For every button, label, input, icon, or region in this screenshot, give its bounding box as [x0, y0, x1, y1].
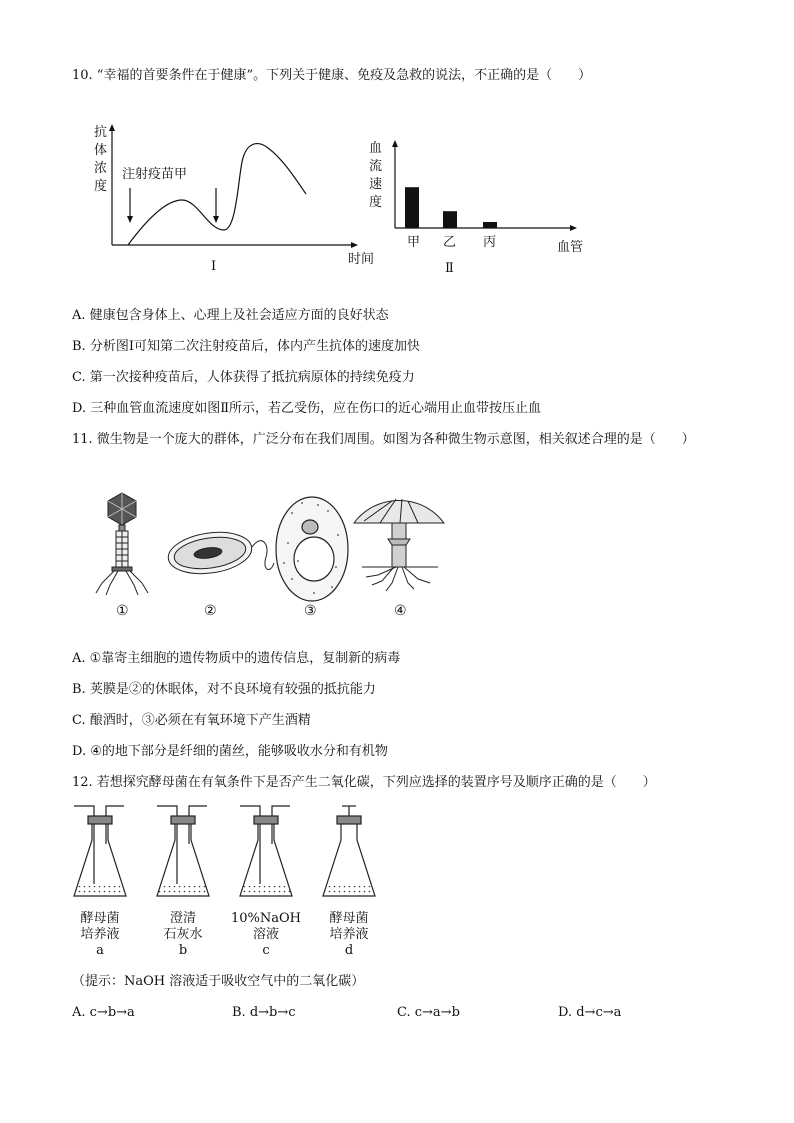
graph2-ylabel-2: 流	[369, 159, 383, 174]
q10-option-b: B. 分析图Ⅰ可知第二次注射疫苗后，体内产生抗体的速度加快	[72, 339, 420, 354]
graph2-caption: Ⅱ	[445, 261, 454, 276]
flask-b-letter: b	[178, 943, 188, 958]
microbe-label-1: ①	[116, 603, 129, 619]
q10-option-c: C. 第一次接种疫苗后，人体获得了抵抗病原体的持续免疫力	[72, 370, 415, 385]
q10-option-a: A. 健康包含身体上、心理上及社会适应方面的良好状态	[72, 308, 389, 323]
q11-option-a: A. ①靠寄主细胞的遗传物质中的遗传信息，复制新的病毒	[72, 651, 401, 666]
graph1-xlabel: 时间	[348, 252, 375, 267]
flask-d	[323, 806, 375, 896]
flask-a-line2: 培养液	[80, 927, 120, 942]
flask-a	[74, 806, 126, 896]
flask-b	[157, 806, 209, 896]
graph2-ylabel-3: 速	[369, 177, 383, 192]
q12-option-d: D. d→c→a	[558, 1005, 622, 1020]
blood-flow-bar-2	[443, 211, 457, 228]
flask-b-line2: 石灰水	[163, 927, 203, 942]
graph1-ylabel-4: 度	[94, 179, 108, 194]
microbe-label-3: ③	[304, 603, 317, 619]
blood-flow-graph	[365, 138, 595, 278]
flask-apparatus	[62, 804, 402, 964]
flask-b-line1: 澄清	[169, 911, 197, 926]
q11-option-c: C. 酿酒时，③必须在有氧环境下产生酒精	[72, 713, 311, 728]
q10-option-d: D. 三种血管血流速度如图Ⅱ所示，若乙受伤，应在伤口的近心端用止血带按压止血	[72, 401, 542, 416]
q11-option-d: D. ④的地下部分是纤细的菌丝，能够吸收水分和有机物	[72, 744, 388, 759]
q12-option-c: C. c→a→b	[397, 1005, 460, 1020]
q11-stem: 11. 微生物是一个庞大的群体，广泛分布在我们周围。如图为各种微生物示意图，相关叙述合理的是（ ）	[72, 432, 695, 447]
flask-a-line1: 酵母菌	[80, 911, 120, 926]
graph2-cat-1: 甲	[407, 235, 421, 250]
graph2-ylabel-4: 度	[369, 195, 383, 210]
flask-d-letter: d	[344, 943, 354, 958]
flask-c-line2: 溶液	[252, 927, 280, 942]
q12-hint: （提示：NaOH 溶液适于吸收空气中的二氧化碳）	[72, 974, 365, 989]
flask-c	[240, 806, 292, 896]
graph2-cat-2: 乙	[443, 235, 457, 250]
microbes-figure	[92, 483, 452, 623]
flask-d-line1: 酵母菌	[329, 911, 369, 926]
graph2-cat-3: 丙	[483, 235, 497, 250]
flask-a-letter: a	[96, 943, 104, 958]
blood-flow-bar-1	[405, 187, 419, 228]
microbe-label-4: ④	[394, 603, 407, 619]
graph1-caption: Ⅰ	[211, 259, 217, 272]
graph1-ylabel-1: 抗	[94, 125, 108, 140]
graph1-annotation: 注射疫苗甲	[122, 167, 188, 182]
flask-d-line2: 培养液	[329, 927, 369, 942]
q10-stem: 10. “幸福的首要条件在于健康”。下列关于健康、免疫及急救的说法，不正确的是（ ）	[72, 68, 592, 83]
graph2-ylabel-1: 血	[369, 141, 383, 156]
bacteriophage-illustration	[96, 493, 148, 595]
yeast-illustration	[276, 497, 348, 601]
q12-option-b: B. d→b→c	[232, 1005, 296, 1020]
mushroom-illustration	[354, 499, 444, 591]
flask-c-letter: c	[262, 943, 270, 958]
q11-option-b: B. 荚膜是②的休眠体，对不良环境有较强的抵抗能力	[72, 682, 376, 697]
q12-stem: 12. 若想探究酵母菌在有氧条件下是否产生二氧化碳，下列应选择的装置序号及顺序正确的是（ ）	[72, 775, 656, 790]
antibody-graph	[90, 122, 390, 272]
flask-c-line1: 10%NaOH	[230, 911, 302, 926]
graph1-ylabel-3: 浓	[94, 161, 108, 176]
graph2-xlabel: 血管	[557, 240, 584, 255]
graph1-ylabel-2: 体	[94, 143, 108, 158]
blood-flow-bar-3	[483, 222, 497, 228]
microbe-label-2: ②	[204, 603, 217, 619]
bacterium-illustration	[166, 527, 274, 578]
q12-option-a: A. c→b→a	[72, 1005, 135, 1020]
